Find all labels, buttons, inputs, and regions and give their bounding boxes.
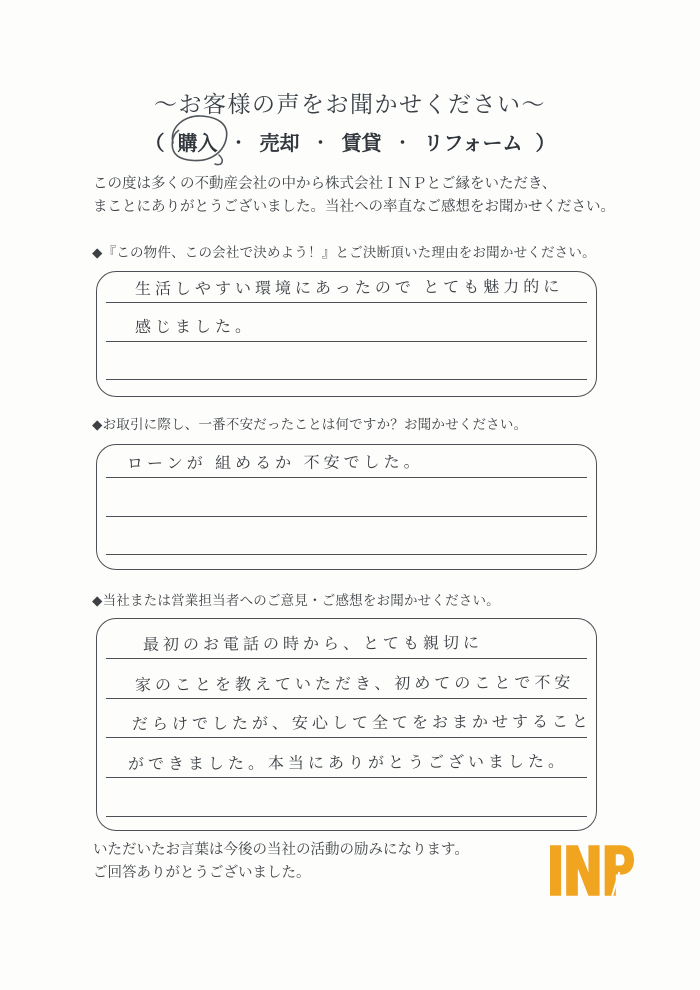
footer-note bbox=[93, 839, 469, 884]
footer-line-1: いただいたお言葉は今後の当社の活動の励みになります。 bbox=[93, 842, 469, 858]
intro-text bbox=[93, 173, 615, 218]
handwritten-answer-1-line-1: 生活しやすい環境にあったので とても魅力的に bbox=[134, 278, 564, 299]
answer-box-1 bbox=[96, 271, 597, 397]
option-purchase bbox=[177, 127, 217, 156]
handwritten-answer-2-line-1: ローンが 組めるか 不安でした。 bbox=[126, 454, 424, 473]
service-type-options bbox=[0, 127, 700, 156]
handwritten-answer-3-line-1: 最初のお電話の時から、とても親切に bbox=[142, 634, 484, 655]
question-2: ◆お取引に際し、一番不安だったことは何ですか？お聞かせください。 bbox=[92, 417, 528, 432]
handwritten-answer-3-line-4: ができました。本当にありがとうございました。 bbox=[127, 753, 569, 774]
handwritten-answer-3-line-3: だらけでしたが、安心して全てをおまかせすること bbox=[131, 713, 593, 734]
intro-line-1: この度は多くの不動産会社の中から株式会社ＩＮＰとご縁をいただき、 bbox=[93, 176, 557, 192]
answer-box-3 bbox=[96, 618, 597, 831]
ruled-line bbox=[106, 516, 587, 517]
ruled-line bbox=[106, 302, 587, 303]
handwritten-answer-3-line-2: 家のことを教えていただき、初めてのことで不安 bbox=[134, 674, 575, 695]
ruled-line bbox=[106, 477, 587, 478]
ruled-line bbox=[106, 737, 587, 738]
page-title: ～お客様の声をお聞かせください～ bbox=[154, 91, 546, 117]
option-renovation: リフォーム bbox=[423, 133, 523, 155]
handwritten-answer-1-line-2: 感じました。 bbox=[134, 318, 256, 337]
ruled-line bbox=[106, 341, 587, 342]
option-separator: ・ bbox=[312, 135, 329, 152]
ruled-line bbox=[106, 777, 587, 778]
inp-company-logo bbox=[550, 845, 634, 896]
option-rent: 賃貸 bbox=[341, 133, 382, 155]
question-1: ◆『この物件、この会社で決めよう！』とご決断頂いた理由をお聞かせください。 bbox=[92, 245, 596, 260]
option-separator: ・ bbox=[394, 135, 411, 152]
ruled-line bbox=[106, 698, 587, 699]
ruled-line bbox=[106, 379, 587, 380]
open-paren: （ bbox=[144, 133, 165, 155]
footer-line-2: ご回答ありがとうございました。 bbox=[93, 864, 311, 881]
question-3: ◆当社または営業担当者へのご意見・ご感想をお聞かせください。 bbox=[92, 593, 500, 608]
answer-box-2 bbox=[96, 444, 597, 570]
option-sell: 売却 bbox=[259, 133, 300, 155]
close-paren: ） bbox=[535, 133, 556, 155]
intro-line-2: まことにありがとうございました。当社への率直なご感想をお聞かせください。 bbox=[93, 198, 615, 215]
option-purchase-label: 購入 bbox=[177, 133, 218, 155]
ruled-line bbox=[106, 554, 587, 555]
option-separator: ・ bbox=[230, 135, 247, 152]
ruled-line bbox=[106, 816, 587, 817]
ruled-line bbox=[106, 658, 587, 659]
